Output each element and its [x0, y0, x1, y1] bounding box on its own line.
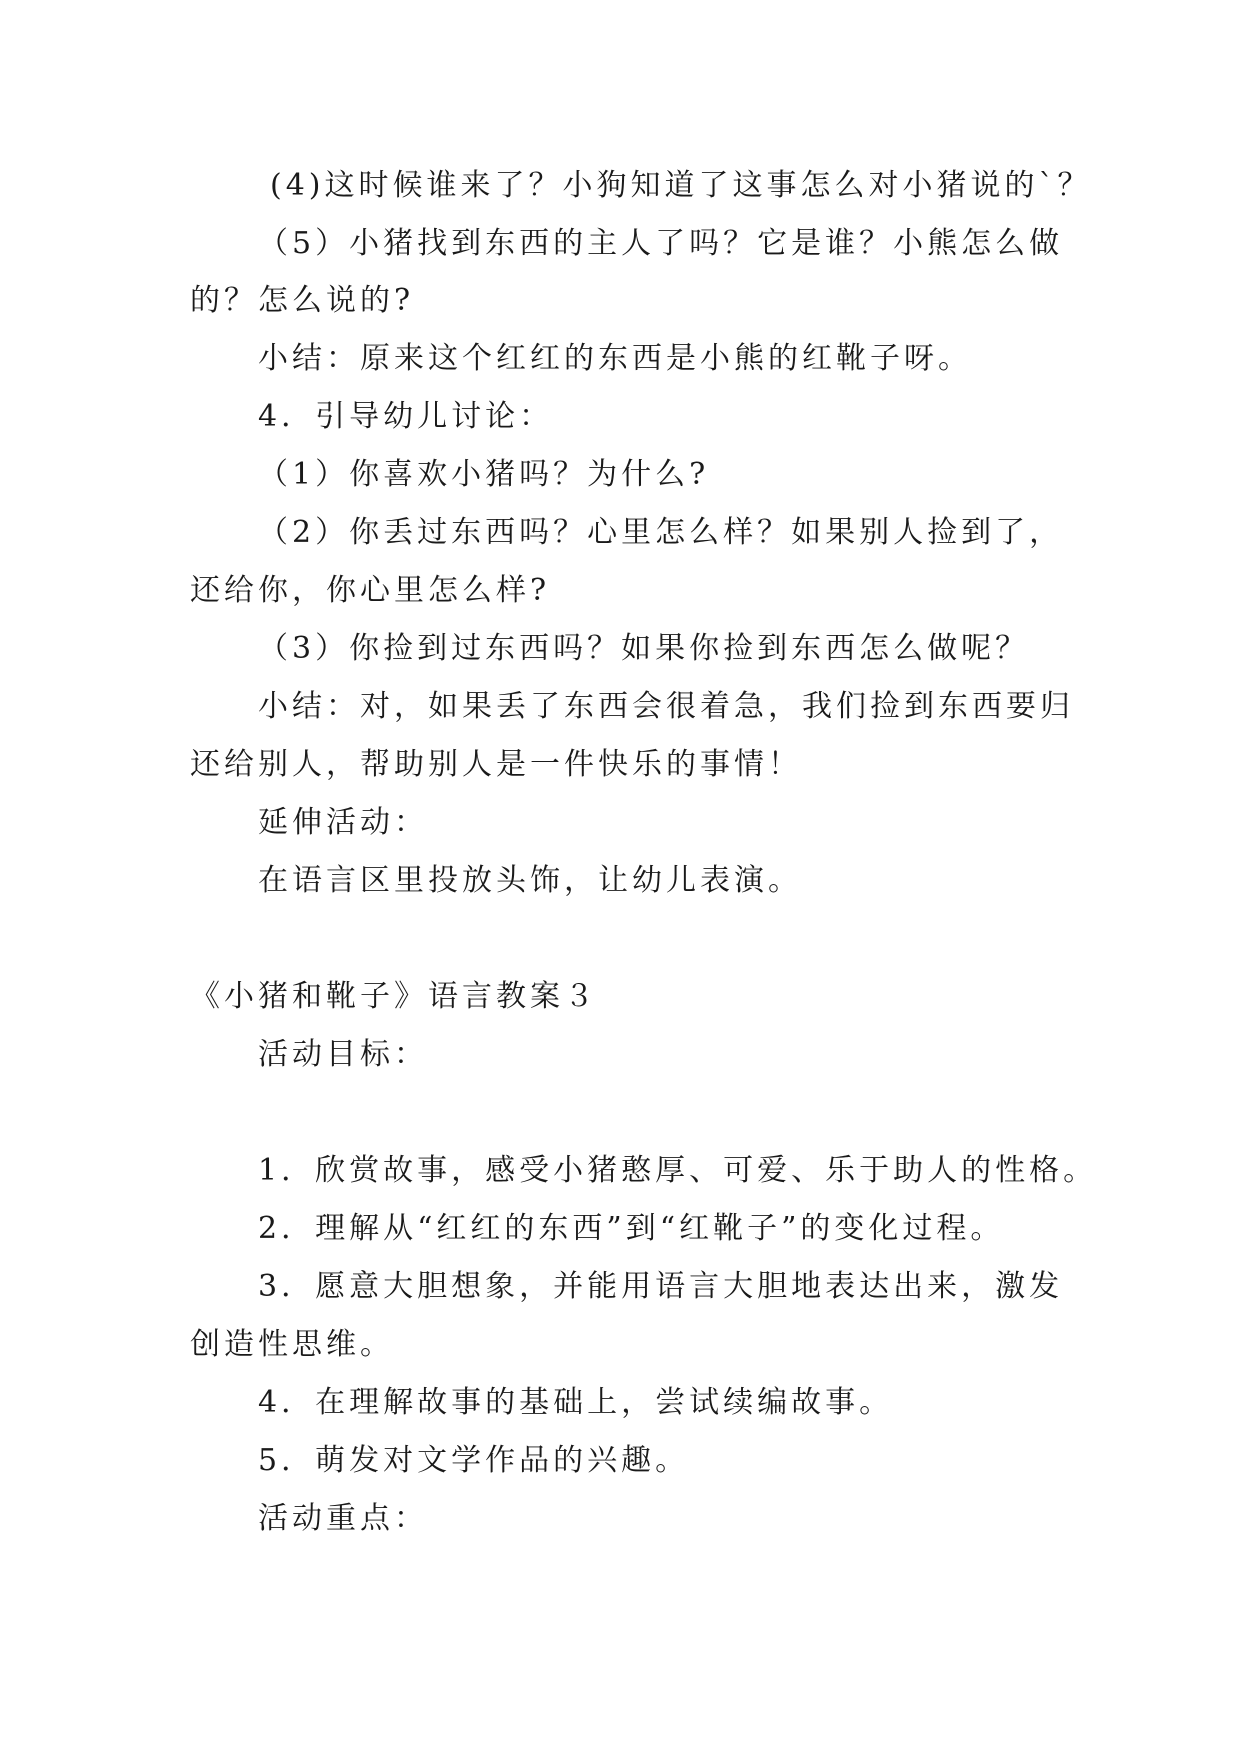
text-line: 创造性思维。: [190, 1327, 394, 1362]
text-line: 还给你，你心里怎么样?: [190, 573, 551, 608]
text-line: （5）小猪找到东西的主人了吗？它是谁？小熊怎么做: [258, 226, 1064, 261]
text-line: 在语言区里投放头饰，让幼儿表演。: [258, 863, 802, 898]
text-line: 3．愿意大胆想象，并能用语言大胆地表达出来，激发: [258, 1269, 1064, 1304]
text-line: (4)这时候谁来了？小狗知道了这事怎么对小猪说的`？: [270, 168, 1092, 203]
text-line: 还给别人，帮助别人是一件快乐的事情！: [190, 747, 802, 782]
text-line: 小结：对，如果丢了东西会很着急，我们捡到东西要归: [258, 689, 1074, 724]
text-line: 活动重点：: [258, 1501, 428, 1536]
text-line: 延伸活动：: [258, 805, 428, 840]
text-line: （1）你喜欢小猪吗？为什么?: [258, 457, 710, 492]
section-title: 《小猪和靴子》语言教案３: [190, 979, 598, 1014]
text-line: （3）你捡到过东西吗？如果你捡到东西怎么做呢？: [258, 631, 1030, 666]
text-line: 4．引导幼儿讨论：: [258, 399, 554, 434]
text-line: 4．在理解故事的基础上，尝试续编故事。: [258, 1385, 894, 1420]
text-line: 5．萌发对文学作品的兴趣。: [258, 1443, 690, 1478]
text-line: （2）你丢过东西吗？心里怎么样？如果别人捡到了，: [258, 515, 1064, 550]
text-line: 1．欣赏故事，感受小猪憨厚、可爱、乐于助人的性格。: [258, 1153, 1098, 1188]
text-line: 小结：原来这个红红的东西是小熊的红靴子呀。: [258, 341, 972, 376]
text-line: 活动目标：: [258, 1037, 428, 1072]
text-line: 2．理解从“红红的东西”到“红靴子”的变化过程。: [258, 1211, 1005, 1246]
text-line: 的？怎么说的?: [190, 283, 415, 318]
